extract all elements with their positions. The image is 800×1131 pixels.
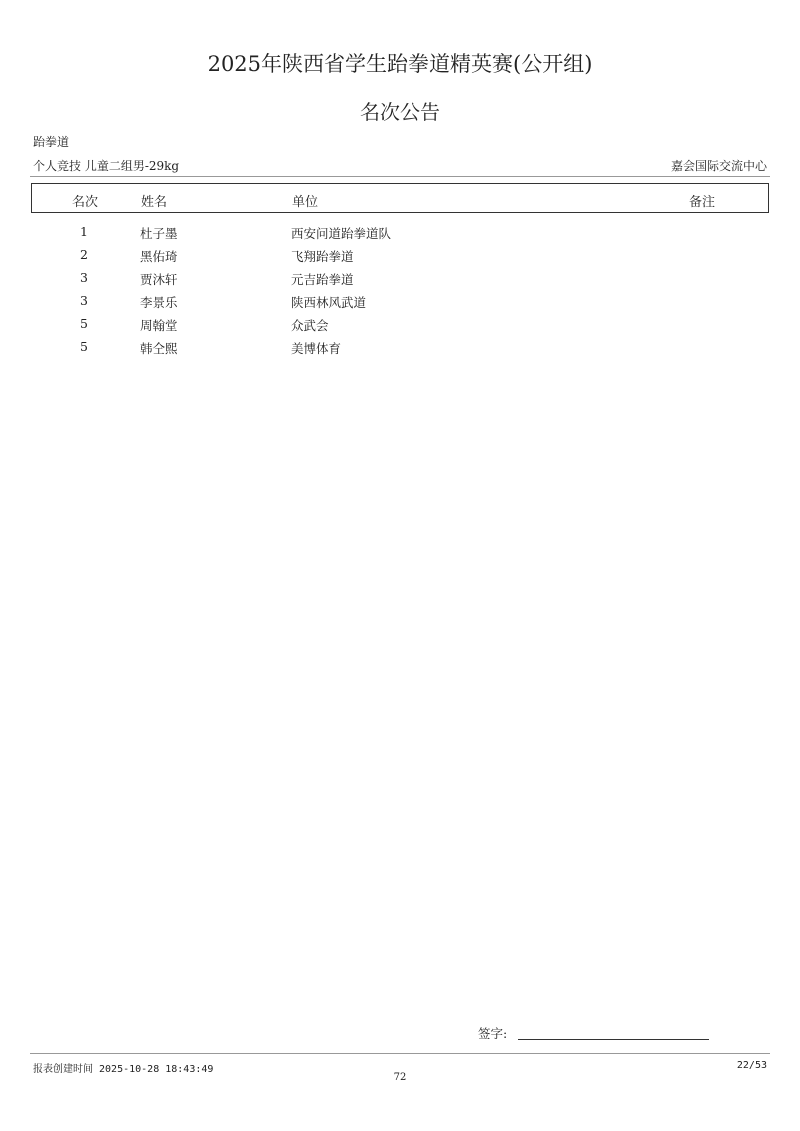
rank-cell: 5 [80,316,88,331]
unit-cell: 飞翔跆拳道 [291,249,354,264]
signature-label: 签字: [478,1026,508,1041]
rank-cell: 2 [80,247,88,262]
name-cell: 周翰堂 [140,318,178,333]
name-cell: 黑佑琦 [140,249,178,264]
name-cell: 杜子墨 [140,226,178,241]
table-header [31,183,769,213]
rank-cell: 3 [80,270,88,285]
table-row [0,291,800,314]
name-cell: 李景乐 [140,295,178,310]
unit-cell: 美博体育 [291,341,342,356]
page-subtitle: 名次公告 [360,100,440,124]
column-header-note: 备注 [689,195,716,210]
bottom-divider [30,1053,770,1054]
name-cell: 韩仝熙 [140,341,178,356]
name-cell: 贾沐轩 [140,272,178,287]
column-header-unit: 单位 [292,195,319,210]
signature-line [518,1039,709,1040]
rank-cell: 3 [80,293,88,308]
page-title: 2025年陕西省学生跆拳道精英赛(公开组) [207,52,593,76]
unit-cell: 众武会 [291,318,329,333]
rank-cell: 5 [80,339,88,354]
venue-label: 嘉会国际交流中心 [670,159,767,173]
unit-cell: 陕西林风武道 [291,295,367,310]
table-row [0,245,800,268]
unit-cell: 元吉跆拳道 [291,272,354,287]
column-header-name: 姓名 [141,195,168,210]
results-table [0,222,800,360]
sport-label: 跆拳道 [33,135,70,149]
column-header-rank: 名次 [72,195,99,210]
table-row [0,268,800,291]
page-number: 72 [393,1072,407,1083]
top-divider [30,176,770,177]
unit-cell: 西安问道跆拳道队 [291,226,392,241]
page-count: 22/53 [736,1060,767,1071]
table-row [0,222,800,245]
table-row [0,337,800,360]
rank-cell: 1 [80,224,88,239]
report-created-time: 报表创建时间 2025-10-28 18:43:49 [33,1064,214,1075]
event-label: 个人竞技 儿童二组男-29kg [33,159,180,173]
table-row [0,314,800,337]
